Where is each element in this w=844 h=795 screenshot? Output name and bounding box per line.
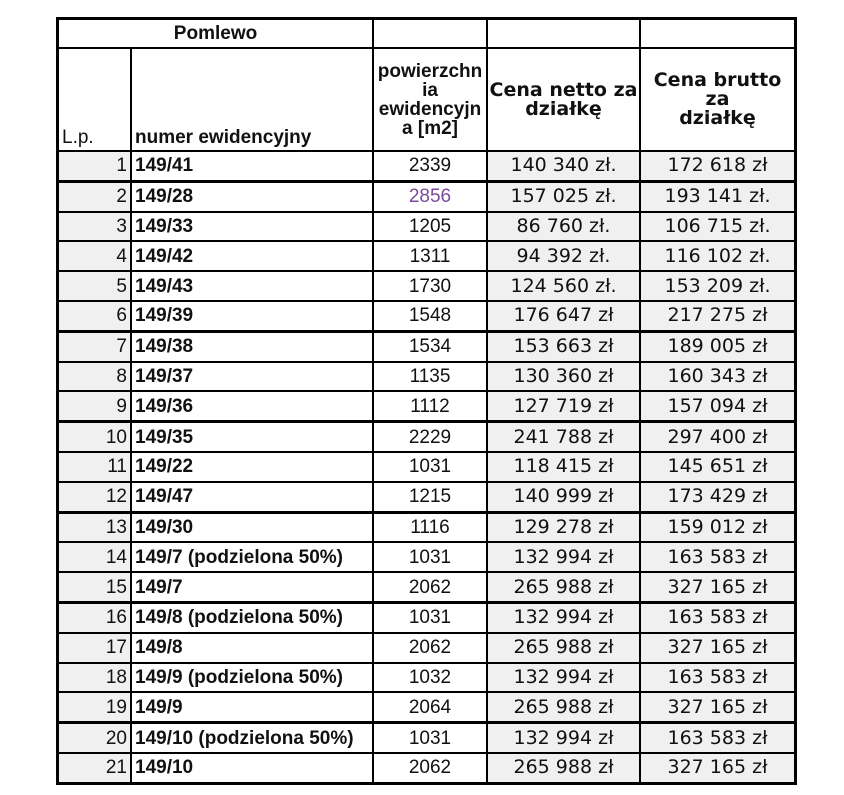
row-parcel-number: 149/33 — [131, 212, 373, 242]
table-row — [58, 391, 796, 421]
row-lp: 5 — [58, 271, 132, 301]
row-parcel-number: 149/39 — [131, 301, 373, 331]
header-brutto-line: działkę — [679, 107, 756, 129]
row-parcel-number: 149/41 — [131, 151, 373, 181]
location-title: Pomlewo — [58, 19, 374, 49]
row-price-brutto: 172 618 zł — [640, 151, 796, 181]
header-area — [373, 48, 487, 151]
row-area: 1534 — [373, 331, 487, 361]
row-lp: 2 — [58, 181, 132, 211]
table-row — [58, 663, 796, 693]
header-area-line: powierzchn — [377, 60, 483, 82]
row-price-netto: 94 392 zł. — [487, 241, 640, 271]
table-row — [58, 422, 796, 452]
header-row — [58, 48, 796, 151]
header-area-line: ewidencyjn — [378, 98, 482, 120]
row-area: 1116 — [373, 512, 487, 542]
header-number: numer ewidencyjny — [131, 48, 373, 151]
table-row — [58, 542, 796, 572]
row-price-brutto: 163 583 zł — [640, 542, 796, 572]
table-row — [58, 301, 796, 331]
row-parcel-number: 149/9 (podzielona 50%) — [131, 663, 373, 693]
row-parcel-number: 149/35 — [131, 422, 373, 452]
row-lp: 21 — [58, 753, 132, 783]
row-price-brutto: 327 165 zł — [640, 692, 796, 722]
empty-cell — [373, 19, 487, 49]
row-price-brutto: 163 583 zł — [640, 723, 796, 753]
row-lp: 11 — [58, 452, 132, 482]
row-lp: 13 — [58, 512, 132, 542]
row-lp: 16 — [58, 602, 132, 632]
row-area: 1135 — [373, 362, 487, 392]
row-lp: 9 — [58, 391, 132, 421]
row-price-netto: 140 999 zł — [487, 482, 640, 512]
header-netto — [487, 48, 640, 151]
row-parcel-number: 149/36 — [131, 391, 373, 421]
row-price-netto: 118 415 zł — [487, 452, 640, 482]
row-area: 1205 — [373, 212, 487, 242]
row-area: 1031 — [373, 602, 487, 632]
row-price-netto: 157 025 zł. — [487, 181, 640, 211]
row-price-netto: 132 994 zł — [487, 663, 640, 693]
row-parcel-number: 149/9 — [131, 692, 373, 722]
row-area: 1730 — [373, 271, 487, 301]
row-price-netto: 86 760 zł. — [487, 212, 640, 242]
row-area: 2062 — [373, 753, 487, 783]
row-price-netto: 265 988 zł — [487, 633, 640, 663]
row-area: 1031 — [373, 723, 487, 753]
row-lp: 12 — [58, 482, 132, 512]
row-lp: 7 — [58, 331, 132, 361]
header-lp: L.p. — [58, 48, 132, 151]
row-price-brutto: 153 209 zł. — [640, 271, 796, 301]
row-lp: 18 — [58, 663, 132, 693]
table-row — [58, 241, 796, 271]
table-row — [58, 723, 796, 753]
table-row — [58, 151, 796, 181]
row-parcel-number: 149/22 — [131, 452, 373, 482]
row-price-netto: 132 994 zł — [487, 602, 640, 632]
parcel-price-table — [56, 17, 797, 785]
row-lp: 1 — [58, 151, 132, 181]
row-price-netto: 265 988 zł — [487, 753, 640, 783]
row-price-brutto: 217 275 zł — [640, 301, 796, 331]
table-row — [58, 512, 796, 542]
header-brutto-line: Cena brutto za — [653, 69, 782, 110]
row-price-netto: 130 360 zł — [487, 362, 640, 392]
row-price-netto: 132 994 zł — [487, 542, 640, 572]
row-lp: 19 — [58, 692, 132, 722]
row-area: 2062 — [373, 633, 487, 663]
row-lp: 14 — [58, 542, 132, 572]
header-netto-line: Cena netto za — [489, 78, 638, 101]
row-price-netto: 129 278 zł — [487, 512, 640, 542]
row-parcel-number: 149/37 — [131, 362, 373, 392]
row-price-netto: 132 994 zł — [487, 723, 640, 753]
header-area-line: ia — [422, 79, 438, 101]
table-row — [58, 602, 796, 632]
table-row — [58, 452, 796, 482]
row-price-brutto: 106 715 zł. — [640, 212, 796, 242]
table-row — [58, 753, 796, 783]
row-area: 2064 — [373, 692, 487, 722]
row-area: 1215 — [373, 482, 487, 512]
header-brutto — [640, 48, 796, 151]
empty-cell — [487, 19, 640, 49]
row-parcel-number: 149/7 (podzielona 50%) — [131, 542, 373, 572]
row-parcel-number: 149/42 — [131, 241, 373, 271]
row-price-netto: 153 663 zł — [487, 331, 640, 361]
row-area: 1112 — [373, 391, 487, 421]
header-area-line: a [m2] — [402, 117, 458, 139]
row-lp: 3 — [58, 212, 132, 242]
row-price-netto: 265 988 zł — [487, 572, 640, 602]
row-lp: 6 — [58, 301, 132, 331]
row-price-brutto: 173 429 zł — [640, 482, 796, 512]
row-parcel-number: 149/8 — [131, 633, 373, 663]
row-parcel-number: 149/30 — [131, 512, 373, 542]
row-lp: 15 — [58, 572, 132, 602]
row-area: 2339 — [373, 151, 487, 181]
row-parcel-number: 149/43 — [131, 271, 373, 301]
row-price-brutto: 193 141 zł. — [640, 181, 796, 211]
table-row — [58, 212, 796, 242]
row-price-brutto: 160 343 zł — [640, 362, 796, 392]
table-row — [58, 271, 796, 301]
row-area: 1031 — [373, 452, 487, 482]
row-parcel-number: 149/7 — [131, 572, 373, 602]
row-price-brutto: 327 165 zł — [640, 633, 796, 663]
row-price-netto: 140 340 zł. — [487, 151, 640, 181]
header-netto-line: działkę — [525, 97, 602, 120]
row-price-brutto: 163 583 zł — [640, 602, 796, 632]
row-price-brutto: 327 165 zł — [640, 572, 796, 602]
table-row — [58, 181, 796, 211]
table-row — [58, 482, 796, 512]
row-price-netto: 176 647 zł — [487, 301, 640, 331]
row-lp: 20 — [58, 723, 132, 753]
empty-cell — [640, 19, 796, 49]
table-row — [58, 633, 796, 663]
row-area: 2229 — [373, 422, 487, 452]
row-area: 1032 — [373, 663, 487, 693]
row-area: 1311 — [373, 241, 487, 271]
row-price-brutto: 157 094 zł — [640, 391, 796, 421]
row-price-brutto: 116 102 zł. — [640, 241, 796, 271]
row-price-brutto: 159 012 zł — [640, 512, 796, 542]
row-price-netto: 127 719 zł — [487, 391, 640, 421]
row-price-brutto: 327 165 zł — [640, 753, 796, 783]
row-parcel-number: 149/10 — [131, 753, 373, 783]
row-price-netto: 241 788 zł — [487, 422, 640, 452]
title-row — [58, 19, 796, 49]
row-lp: 17 — [58, 633, 132, 663]
table-row — [58, 362, 796, 392]
row-lp: 4 — [58, 241, 132, 271]
row-parcel-number: 149/28 — [131, 181, 373, 211]
row-area: 2856 — [373, 181, 487, 211]
table-row — [58, 572, 796, 602]
row-area: 2062 — [373, 572, 487, 602]
row-lp: 10 — [58, 422, 132, 452]
row-price-brutto: 189 005 zł — [640, 331, 796, 361]
row-parcel-number: 149/47 — [131, 482, 373, 512]
row-price-netto: 265 988 zł — [487, 692, 640, 722]
row-area: 1031 — [373, 542, 487, 572]
row-price-brutto: 297 400 zł — [640, 422, 796, 452]
row-parcel-number: 149/10 (podzielona 50%) — [131, 723, 373, 753]
table-row — [58, 331, 796, 361]
row-price-brutto: 145 651 zł — [640, 452, 796, 482]
row-lp: 8 — [58, 362, 132, 392]
row-area: 1548 — [373, 301, 487, 331]
row-parcel-number: 149/8 (podzielona 50%) — [131, 602, 373, 632]
row-price-brutto: 163 583 zł — [640, 663, 796, 693]
table-row — [58, 692, 796, 722]
row-price-netto: 124 560 zł. — [487, 271, 640, 301]
row-parcel-number: 149/38 — [131, 331, 373, 361]
